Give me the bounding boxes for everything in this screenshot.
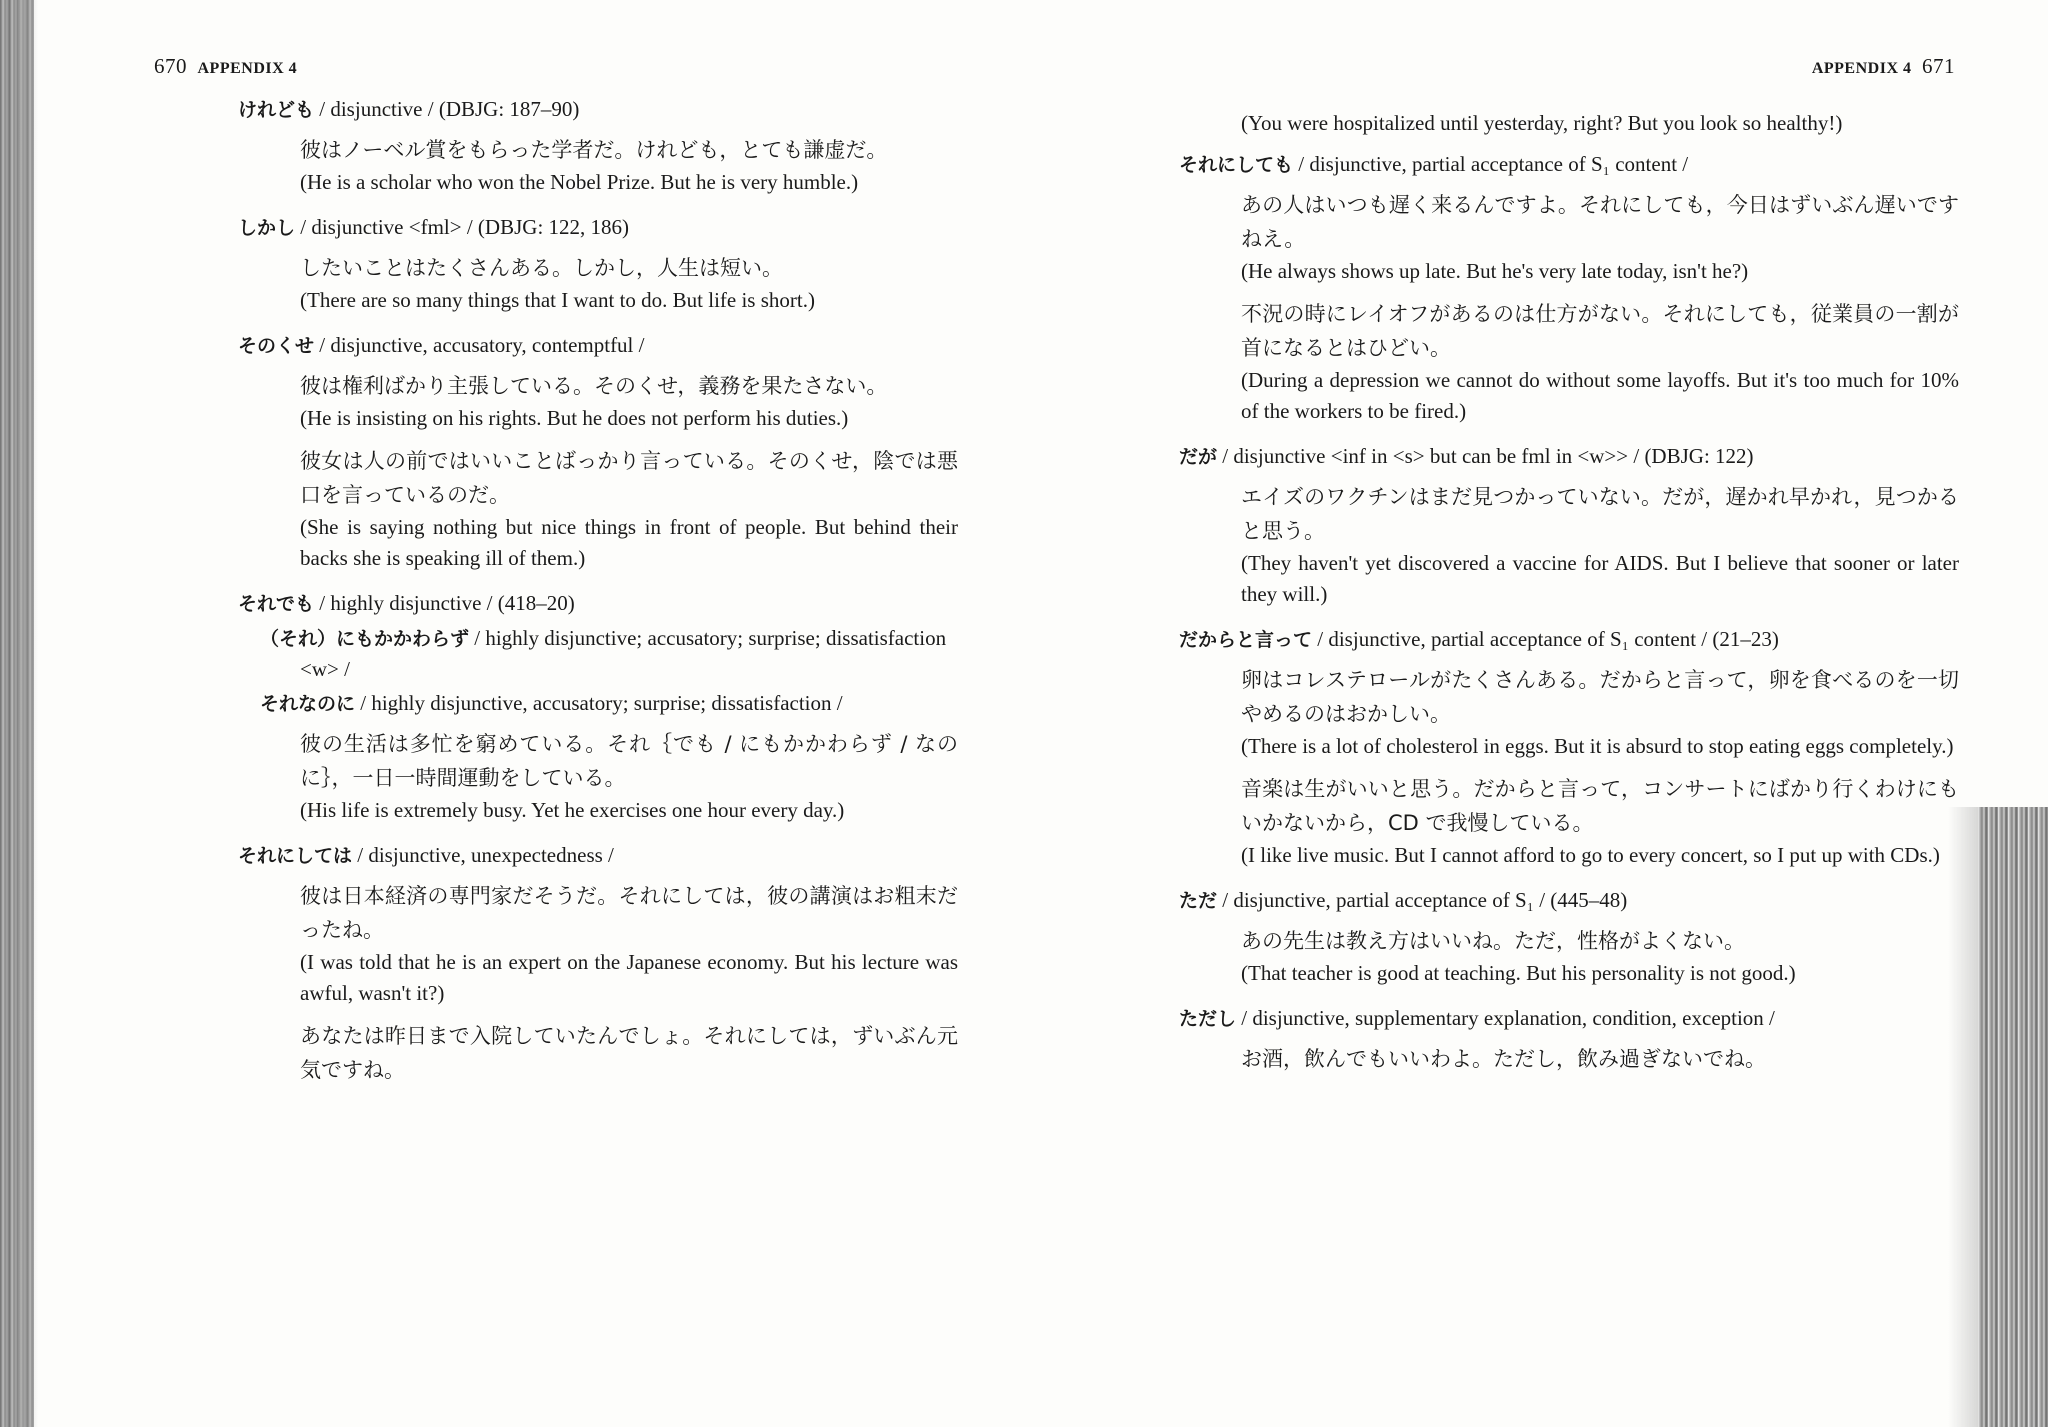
example-jp: あの先生は教え方はいいね。ただ，性格がよくない。 (1241, 929, 1745, 953)
example-en: (That teacher is good at teaching. But his personality is not good.) (1241, 961, 1796, 985)
example-jp: お酒，飲んでもいいわよ。ただし，飲み過ぎないでね。 (1241, 1047, 1766, 1071)
page-number: 670 (154, 54, 187, 78)
example-en: (They haven't yet discovered a vaccine for AIDS. But I believe that sooner or later they will.) (1241, 551, 1959, 606)
entry-headword: そのくせ / disjunctive, accusatory, contemptful / (238, 333, 645, 357)
entry-headword-sub (238, 623, 958, 684)
example-en: (She is saying nothing but nice things in front of people. But behind their backs she is speaking ill of them.) (300, 515, 958, 570)
example-en: (He is insisting on his rights. But he does not perform his duties.) (300, 406, 849, 430)
continued-example (1179, 108, 1959, 139)
example (238, 727, 958, 826)
running-head-title: APPENDIX 4 (1811, 60, 1912, 77)
entry-tadashi (1179, 1003, 1959, 1076)
right-column (1179, 108, 1959, 1090)
entry-shikashi (238, 212, 958, 316)
example (1179, 188, 1959, 427)
example-jp: 彼女は人の前ではいいことばっかり言っている。そのくせ，陰では悪口を言っているのだ。 (300, 449, 958, 507)
entry-headword-text: （それ）にもかかわらず / highly disjunctive; accusatory; surprise; dissatisfaction <w> / (260, 626, 947, 681)
headword-jp: ただし (1179, 1008, 1237, 1030)
example-en: (He always shows up late. But he's very late today, isn't he?) (1241, 259, 1749, 283)
book-edge-right (1978, 807, 2048, 1427)
example-en: (He is a scholar who won the Nobel Prize. But he is very humble.) (300, 170, 859, 194)
running-head-title: APPENDIX 4 (197, 60, 298, 77)
example (238, 133, 958, 198)
example-jp: 彼はノーベル賞をもらった学者だ。けれども，とても謙虚だ。 (300, 138, 888, 162)
headword-jp: それでも (238, 593, 315, 615)
example-en: (During a depression we cannot do without some layoffs. But it's too much for 10% of the workers to be fired.) (1241, 368, 1959, 423)
example-jp: 彼は日本経済の専門家だそうだ。それにしては，彼の講演はお粗末だったね。 (300, 884, 958, 942)
headword-jp: けれども (238, 99, 315, 121)
entry-daga (1179, 441, 1959, 610)
entry-headword: それにしても / disjunctive, partial acceptance of S₁ content / (1179, 152, 1689, 176)
entry-headword: それにしては / disjunctive, unexpectedness / (238, 843, 614, 867)
example (238, 251, 958, 316)
headword-jp: だが (1179, 446, 1218, 468)
example-jp: あなたは昨日まで入院していたんでしょ。それにしては，ずいぶん元気ですね。 (300, 1024, 958, 1082)
example (1179, 480, 1959, 610)
example-en: (His life is extremely busy. Yet he exercises one hour every day.) (300, 798, 845, 822)
entry-sorenishitewa (238, 840, 958, 1087)
example-jp: 彼の生活は多忙を窮めている。それ｛でも / にもかかわらず / なのに｝，一日一時間運動をしている。 (300, 732, 958, 790)
example-en: (There are so many things that I want to do. But life is short.) (300, 288, 815, 312)
right-running-head (1812, 54, 1955, 79)
entry-dakaratoitte (1179, 624, 1959, 871)
entry-soredemo (238, 588, 958, 826)
headword-jp: それにしては (238, 845, 353, 867)
headword-jp: だからと言って (1179, 629, 1313, 651)
entry-headword-sub: それなのに / highly disjunctive, accusatory; surprise; dissatisfaction / (260, 691, 843, 715)
headword-jp: そのくせ (238, 335, 315, 357)
example-jp: あの人はいつも遅く来るんですよ。それにしても，今日はずいぶん遅いですねえ。 (1241, 193, 1959, 251)
example-en: (There is a lot of cholesterol in eggs. But it is absurd to stop eating eggs completely.) (1241, 734, 1954, 758)
entry-headword: しかし / disjunctive <fml> / (DBJG: 122, 186) (238, 215, 630, 239)
example-en: (I was told that he is an expert on the Japanese economy. But his lecture was awful, wasn't it?) (300, 950, 958, 1005)
example-jp: 彼は権利ばかり主張している。そのくせ，義務を果たさない。 (300, 374, 888, 398)
page-number: 671 (1922, 54, 1955, 78)
headword-jp: それにしても (1179, 154, 1294, 176)
example-en: (I like live music. But I cannot afford to go to every concert, so I put up with CDs.) (1241, 843, 1940, 867)
example (1179, 663, 1959, 871)
entry-sorenishitemo (1179, 149, 1959, 427)
example-jp: 卵はコレステロールがたくさんある。だからと言って，卵を食べるのを一切やめるのはおかしい。 (1241, 668, 1959, 726)
example-jp: エイズのワクチンはまだ見つかっていない。だが，遅かれ早かれ，見つかると思う。 (1241, 485, 1959, 543)
example-jp: 不況の時にレイオフがあるのは仕方がない。それにしても，従業員の一割が首になるとはひどい。 (1241, 302, 1959, 360)
example-jp: 音楽は生がいいと思う。だからと言って，コンサートにばかり行くわけにもいかないから，CD で我慢している。 (1241, 777, 1959, 835)
entry-headword: ただ / disjunctive, partial acceptance of S₁ / (445–48) (1179, 888, 1628, 912)
entry-sonokuse (238, 330, 958, 574)
example (1179, 1042, 1959, 1076)
left-column (238, 94, 958, 1101)
headword-jp: （それ）にもかかわらず (260, 628, 470, 650)
entry-headword: それでも / highly disjunctive / (418–20) (238, 591, 575, 615)
headword-jp: しかし (238, 217, 296, 239)
entry-tada (1179, 885, 1959, 989)
headword-jp: ただ (1179, 890, 1218, 912)
entry-headword: だが / disjunctive <inf in <s> but can be fml in <w>> / (DBJG: 122) (1179, 444, 1754, 468)
example-en: (You were hospitalized until yesterday, right? But you look so healthy!) (1241, 111, 1843, 135)
entry-keredomo (238, 94, 958, 198)
example (238, 369, 958, 574)
left-running-head (154, 54, 297, 79)
entry-headword: ただし / disjunctive, supplementary explanation, condition, exception / (1179, 1006, 1775, 1030)
example (238, 879, 958, 1087)
book-spine-left (0, 0, 34, 1427)
example-jp: したいことはたくさんある。しかし，人生は短い。 (300, 256, 783, 280)
headword-jp: それなのに (260, 693, 356, 715)
entry-headword: だからと言って / disjunctive, partial acceptance of S₁ content / (21–23) (1179, 627, 1779, 651)
example (1179, 924, 1959, 989)
entry-headword: けれども / disjunctive / (DBJG: 187–90) (238, 97, 580, 121)
